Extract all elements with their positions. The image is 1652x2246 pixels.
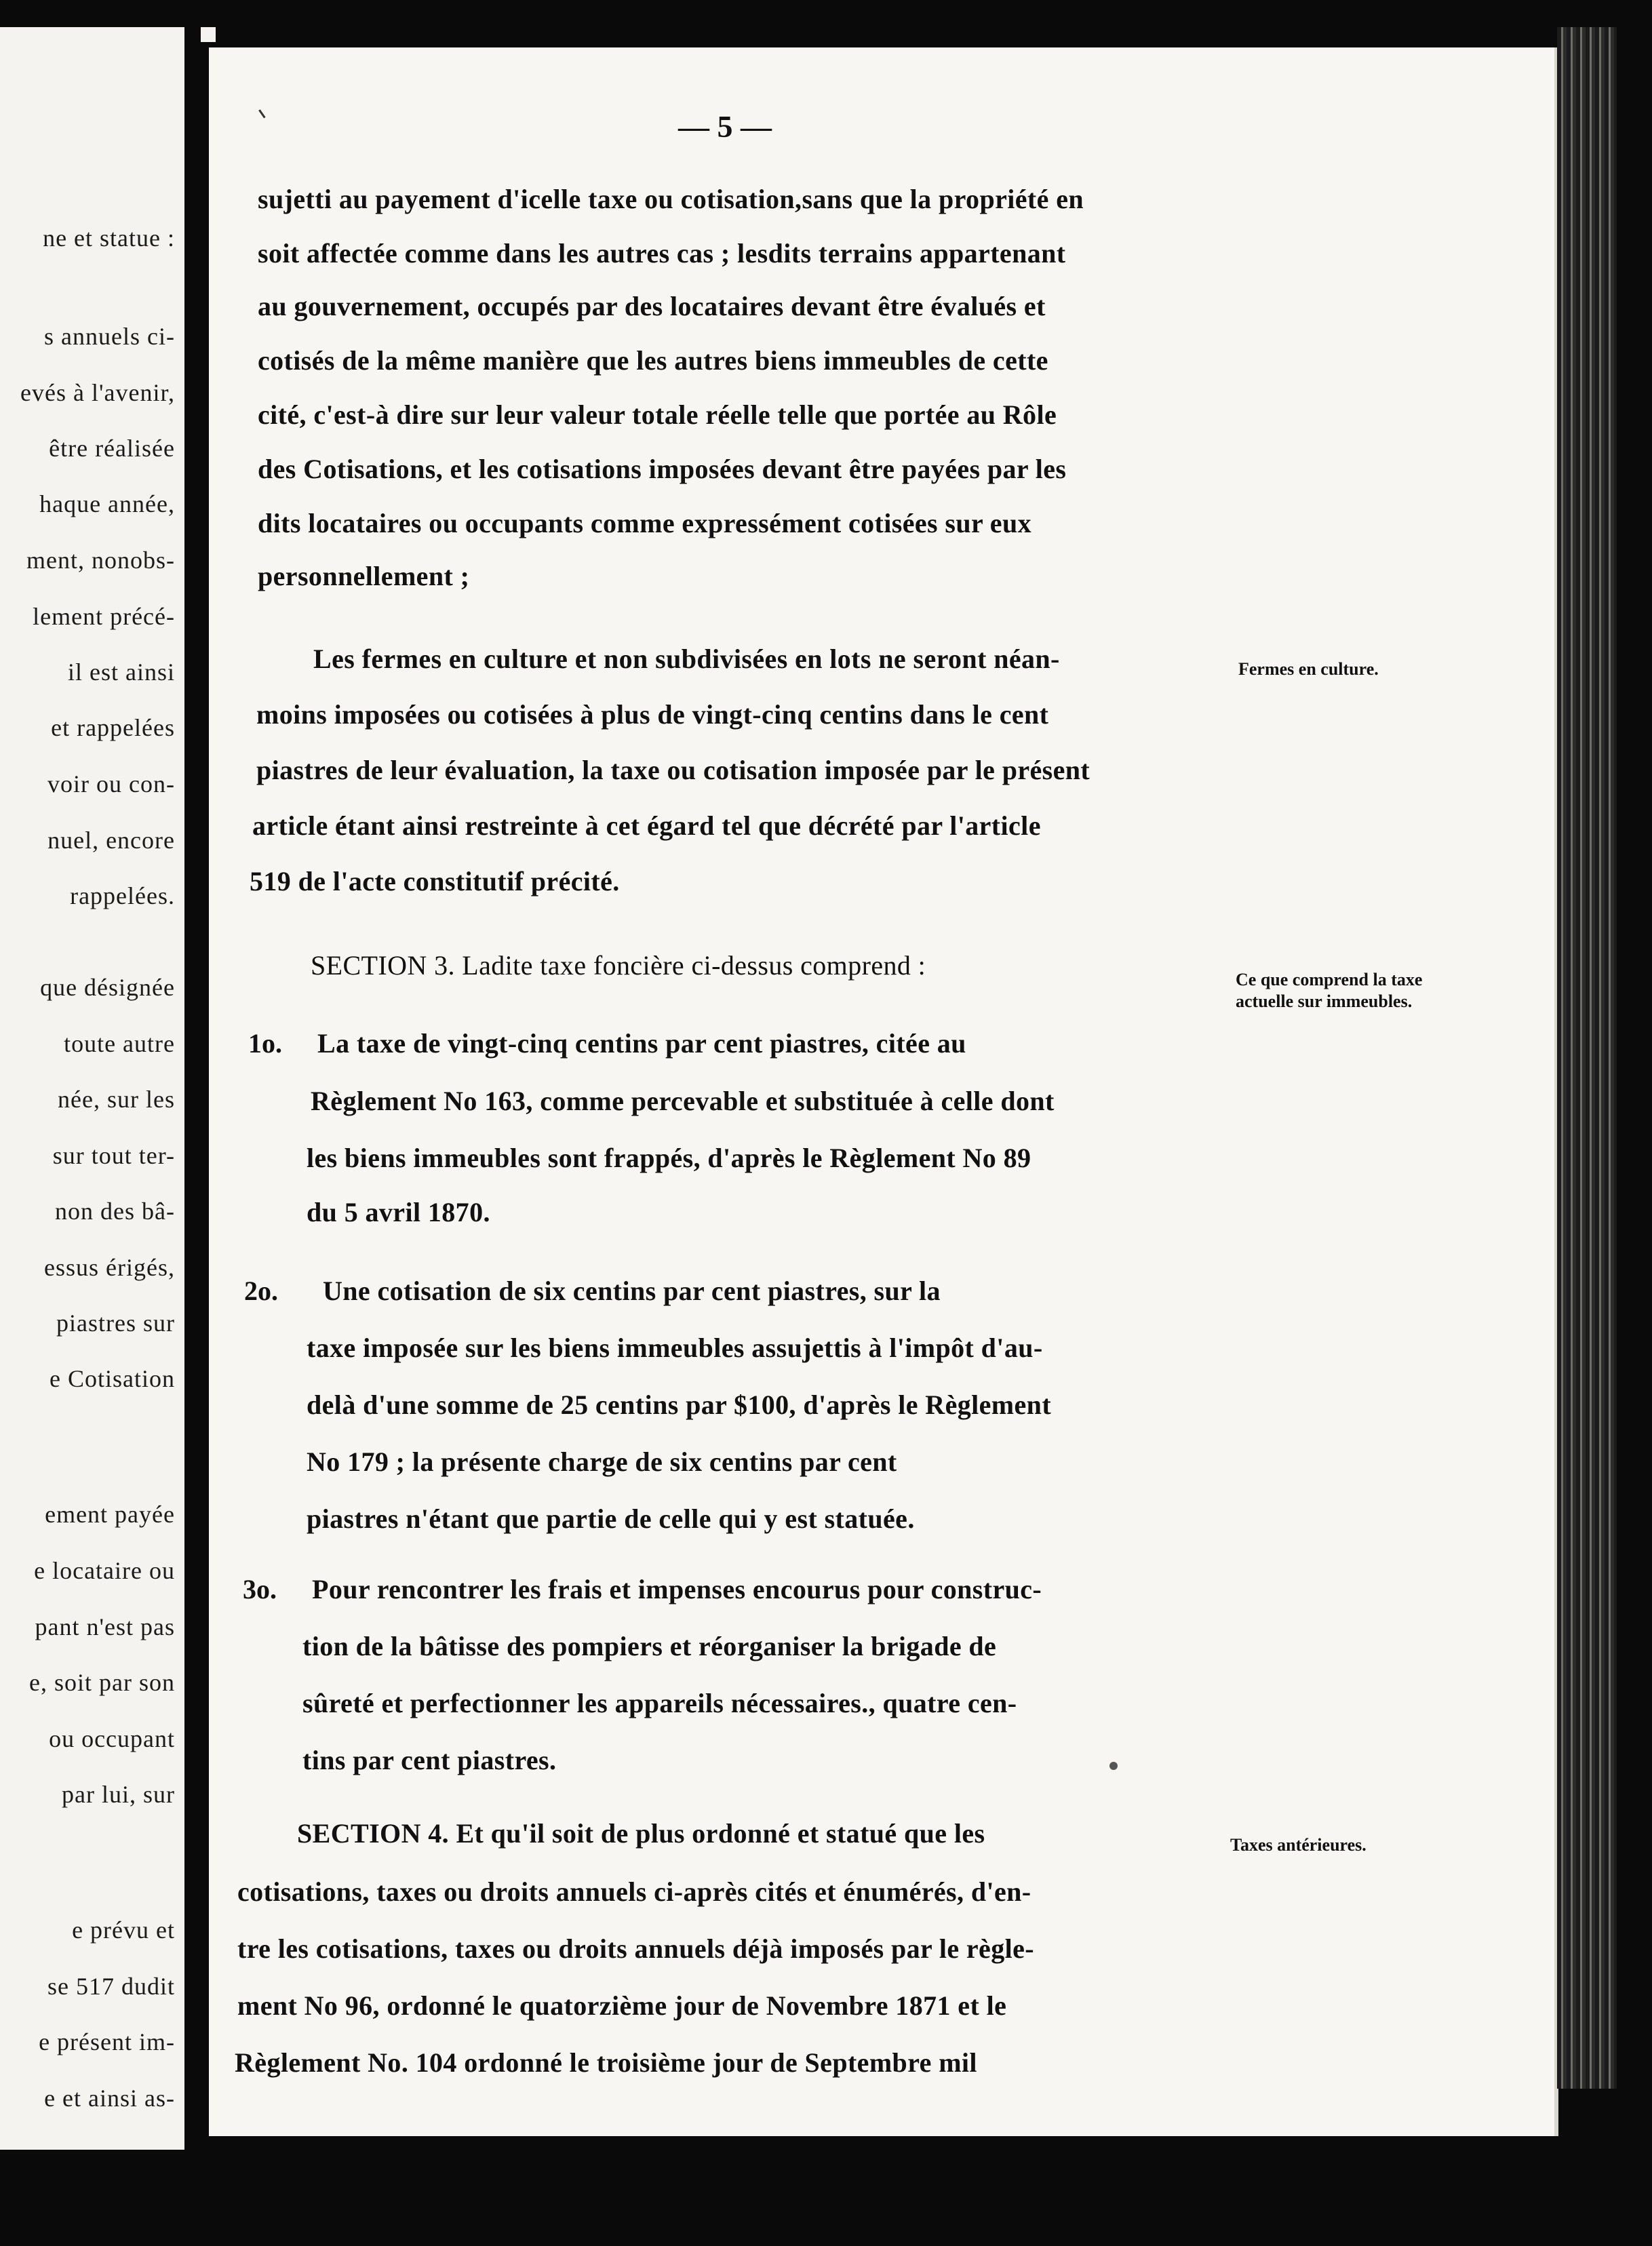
left-page-line: et rappelées	[51, 714, 175, 741]
text-line: No 179 ; la présente charge de six centins par cent	[307, 1446, 897, 1477]
text-line: cotisés de la même manière que les autres biens immeubles de cette	[258, 345, 1048, 376]
text-line: tion de la bâtisse des pompiers et réorganiser la brigade de	[302, 1631, 997, 1661]
left-page-line: par lui, sur	[62, 1781, 175, 1808]
left-page-line: se 517 dudit	[47, 1973, 175, 2000]
text-line: cité, c'est-à dire sur leur valeur totale réelle telle que portée au Rôle	[258, 399, 1057, 430]
page-number: — 5 —	[678, 109, 772, 144]
left-page-line: il est ainsi	[68, 658, 175, 686]
left-page-line: e prévu et	[72, 1916, 175, 1944]
left-page-line: toute autre	[64, 1030, 175, 1057]
text-line: tre les cotisations, taxes ou droits annuels déjà imposés par le règle-	[237, 1933, 1035, 1964]
text-line: Une cotisation de six centins par cent piastres, sur la	[323, 1276, 941, 1306]
left-page-line: e et ainsi as-	[44, 2085, 175, 2112]
left-page-line: rappelées.	[70, 882, 175, 909]
text-line: 519 de l'acte constitutif précité.	[250, 866, 620, 897]
left-page-line: lement précé-	[33, 603, 175, 630]
left-page-line: e locataire ou	[34, 1557, 175, 1584]
left-page-line: que désignée	[40, 974, 175, 1001]
text-line: des Cotisations, et les cotisations imposées devant être payées par les	[258, 454, 1067, 484]
text-line: SECTION 4. Et qu'il soit de plus ordonné et statué que les	[297, 1818, 985, 1849]
left-page-line: essus érigés,	[44, 1254, 175, 1281]
page-corner-tick	[201, 27, 216, 42]
left-page-line: non des bâ-	[55, 1198, 175, 1225]
left-page-line: haque année,	[39, 490, 175, 517]
item-number: 3o.	[243, 1574, 277, 1604]
text-line: sujetti au payement d'icelle taxe ou cotisation,sans que la propriété en	[258, 184, 1084, 214]
text-line: tins par cent piastres.	[302, 1745, 557, 1775]
left-page-line: e présent im-	[39, 2028, 175, 2055]
text-line: les biens immeubles sont frappés, d'après le Règlement No 89	[307, 1143, 1031, 1173]
text-line: personnellement ;	[258, 561, 470, 591]
text-line: delà d'une somme de 25 centins par $100, d'après le Règlement	[307, 1390, 1052, 1420]
left-page-line: evés à l'avenir,	[20, 379, 175, 406]
ink-spot	[1109, 1762, 1118, 1770]
text-line: La taxe de vingt-cinq centins par cent piastres, citée au	[317, 1028, 966, 1059]
text-line: cotisations, taxes ou droits annuels ci-après cités et énumérés, d'en-	[237, 1876, 1031, 1907]
text-line: soit affectée comme dans les autres cas ; lesdits terrains appartenant	[258, 238, 1066, 269]
text-line: ment No 96, ordonné le quatorzième jour de Novembre 1871 et le	[237, 1990, 1007, 2021]
left-page-line: piastres sur	[56, 1309, 175, 1337]
left-page-fragment	[0, 27, 184, 2150]
section-3-heading: SECTION 3. Ladite taxe foncière ci-dessus comprend :	[311, 950, 926, 981]
margin-note-comprend-2: actuelle sur immeubles.	[1236, 991, 1413, 1011]
item-number: 2o.	[244, 1276, 278, 1306]
text-line: sûreté et perfectionner les appareils nécessaires., quatre cen-	[302, 1688, 1017, 1718]
left-page-line: e, soit par son	[29, 1669, 175, 1696]
margin-note-anterieures: Taxes antérieures.	[1230, 1835, 1366, 1855]
text-line: piastres de leur évaluation, la taxe ou cotisation imposée par le présent	[256, 755, 1090, 785]
text-line: Règlement No. 104 ordonné le troisième jour de Septembre mil	[235, 2047, 977, 2078]
text-line: taxe imposée sur les biens immeubles assujettis à l'impôt d'au-	[307, 1333, 1043, 1363]
left-page-line: s annuels ci-	[44, 323, 175, 350]
left-page-line: sur tout ter-	[52, 1142, 175, 1169]
text-line: dits locataires ou occupants comme expressément cotisées sur eux	[258, 508, 1032, 538]
text-line: moins imposées ou cotisées à plus de vingt-cinq centins dans le cent	[256, 699, 1049, 730]
left-page-line: voir ou con-	[47, 770, 175, 797]
margin-note-fermes: Fermes en culture.	[1238, 659, 1379, 679]
left-page-line: e Cotisation	[50, 1365, 175, 1392]
left-page-line: pant n'est pas	[35, 1613, 175, 1640]
left-page-line: née, sur les	[58, 1086, 175, 1113]
left-page-line: ne et statue :	[43, 224, 175, 252]
text-line: Les fermes en culture et non subdivisées en lots ne seront néan-	[313, 644, 1060, 674]
margin-note-comprend-1: Ce que comprend la taxe	[1236, 970, 1423, 989]
item-number: 1o.	[248, 1028, 282, 1059]
text-line: au gouvernement, occupés par des locataires devant être évalués et	[258, 291, 1046, 321]
left-page-line: être réalisée	[49, 435, 175, 462]
text-line: Règlement No 163, comme percevable et substituée à celle dont	[311, 1086, 1055, 1116]
left-page-line: ement payée	[45, 1501, 175, 1528]
left-page-line: ou occupant	[49, 1725, 175, 1752]
text-line: piastres n'étant que partie de celle qui y est statuée.	[307, 1503, 915, 1534]
text-line: du 5 avril 1870.	[307, 1197, 490, 1227]
left-page-line: nuel, encore	[47, 827, 175, 854]
book-page-edges	[1557, 27, 1617, 2089]
text-line: Pour rencontrer les frais et impenses encourus pour construc-	[312, 1574, 1042, 1604]
text-line: article étant ainsi restreinte à cet égard tel que décrété par l'article	[252, 810, 1041, 841]
left-page-line: ment, nonobs-	[26, 547, 175, 574]
